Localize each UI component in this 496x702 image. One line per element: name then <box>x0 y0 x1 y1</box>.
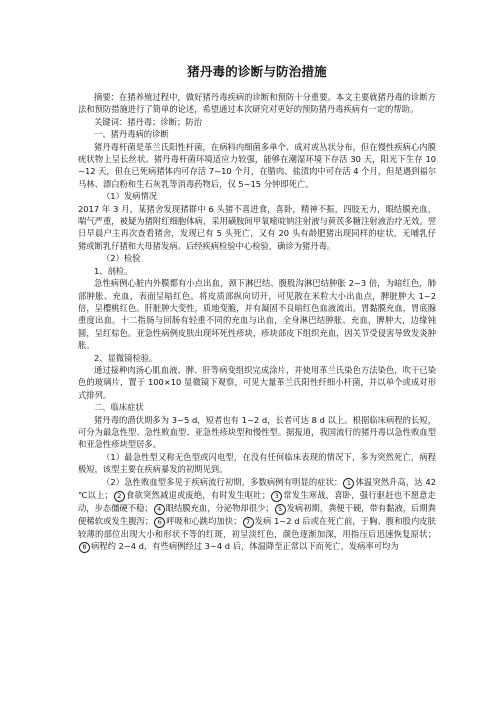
paragraph: （1）最急性型又称无色型或闪电型，在没有任何临床表现的情况下，多为突然死亡，病程极短，该型主要在疾病暴发的初期见到。 <box>78 451 436 475</box>
circled-number-6: 6 <box>154 517 165 528</box>
circled-number-4: 4 <box>154 504 165 515</box>
document-title: 猪丹毒的诊断与防治措施 <box>187 64 327 79</box>
list-item: 常发生寒战，喜卧，强行驱赶也不愿意走动，步态僵硬不稳； <box>78 489 436 513</box>
list-item: 食欲突然减退或废绝，有时发生呕吐； <box>125 489 271 500</box>
paragraph-with-circled-list <box>78 476 436 553</box>
circled-number-2: 2 <box>114 491 125 502</box>
list-item: 眼结膜充血，分泌物却很少； <box>165 502 274 513</box>
paragraph: 猪丹毒杆菌是革兰氏阳性杆菌，在病料内细菌多单个、成对或丛状分布，但在慢性疾病心内膜疣状物上呈长丝状。猪丹毒杆菌环境适应力较强，能够在潮湿环境下存活 30 天，阳光下生存 10~12 天，但在已死病猪体内可存活 7~10 个月，在腊肉、盐渍肉中可存活 4 个月，但是遇到福尔马林、漂白粉和生石灰乳等消毒药物后，仅 5~15 分钟即死亡。 <box>78 141 436 189</box>
circled-number-8: 8 <box>79 542 90 553</box>
subsection-heading: （2）检验 <box>102 253 141 264</box>
list-item: 体温突然升高，达 42 ℃以上； <box>78 476 436 500</box>
paragraph: 猪丹毒的潜伏期多为 3~5 d，短者也有 1~2 d，长者可达 8 d 以上。根据临床病程的长短，可分为最急性型、急性败血型、亚急性疹块型和慢性型。据报道，我国流行的猪丹毒以急性败血型和亚急性疹块型居多。 <box>78 414 436 450</box>
paragraph: 2017 年 3 月，某猪舍发现猪群中 6 头猪不喜进食，喜卧，精神不振，四肢无力，眼结膜充血，喘气严重，被疑为猪附红细胞体病，采用磺胺间甲氧嘧啶钠注射液与黄芪多糖注射液治疗无效。翌日早晨户主再次查看猪舍，发现已有 5 头死亡，又有 20 头有龄肥猪出现同样的症状，无哺乳仔猪或断乳仔猪和大母猪发病。后经疾病检验中心检验，确诊为猪丹毒。 <box>78 203 436 251</box>
abstract: 摘要：在猪养殖过程中，做好猪丹毒疾病的诊断和预防十分重要。本文主要就猪丹毒的诊断方法和预防措施进行了简单的论述，希望通过本次研究对更好的预防猪丹毒疾病有一定的帮助。 <box>78 92 436 115</box>
item-heading: 1、剖检。 <box>94 265 133 276</box>
keywords: 关键词：猪丹毒；诊断；防治 <box>94 116 202 127</box>
subsection-heading: （1）发病情况 <box>102 191 158 202</box>
circled-number-3: 3 <box>271 491 282 502</box>
circled-number-1: 1 <box>343 478 354 489</box>
section-heading: 二、临床症状 <box>94 402 144 413</box>
circled-number-5: 5 <box>275 504 286 515</box>
list-item: 发病初期，粪便干硬，带有黏液，后期粪便稀软或发生腹泻； <box>78 502 436 526</box>
section-heading: 一、猪丹毒病的诊断 <box>94 129 169 140</box>
list-item: 发病 1~2 d 后或在死亡前，于胸、腹和股内皮肤较薄的部位出现大小和形状不等的红斑，初呈淡红色，颜色逐渐加深，用指压后迅速恢复原状； <box>78 515 436 539</box>
list-item: 病程约 2~4 d，有些病例经过 3~4 d 后，体温降至正常以下而死亡，发病率可均为 <box>91 541 399 551</box>
list-intro: （2）急性败血型多见于疾病流行初期，多数病例有明显的症状： <box>102 476 343 487</box>
paragraph: 通过接种肉汤心肌血液、脾、肝等病变组织完成涂片，并使用革兰氏染色方法染色，吹干已染色的玻璃片，置于 100×10 显微镜下观察，可见大量革兰氏阳性纤细小杆菌，并以单个或成对形式排列。 <box>78 364 436 400</box>
item-heading: 2、显微镜检验。 <box>94 352 158 363</box>
paragraph: 急性病例心脏内外膜都有小点出血，颈下淋巴结、腹股沟淋巴结肿胀 2~3 倍，为暗红色，肺部肿胀、充血，表面呈暗红色。将皮质部纵向切开，可见散在米粒大小出血点，脾脏肿大 1~2 倍，呈樱桃红色。肝脏肿大变性，质地变脆，并有凝固不良暗红色血液流出。胃黏膜充血，胃底腺重度出血。十二指肠与回肠有轻重不同的充血与出血，全身淋巴结肿胀、充血，脾肿大，边缘钝圆，呈红棕色。亚急性病例皮肤出现坏死性疹块，疹块部皮下组织充血，因关节受侵害导致发炎肿胀。 <box>78 278 436 351</box>
list-item: 呼吸和心跳均加快； <box>166 515 242 526</box>
circled-number-7: 7 <box>243 517 254 528</box>
